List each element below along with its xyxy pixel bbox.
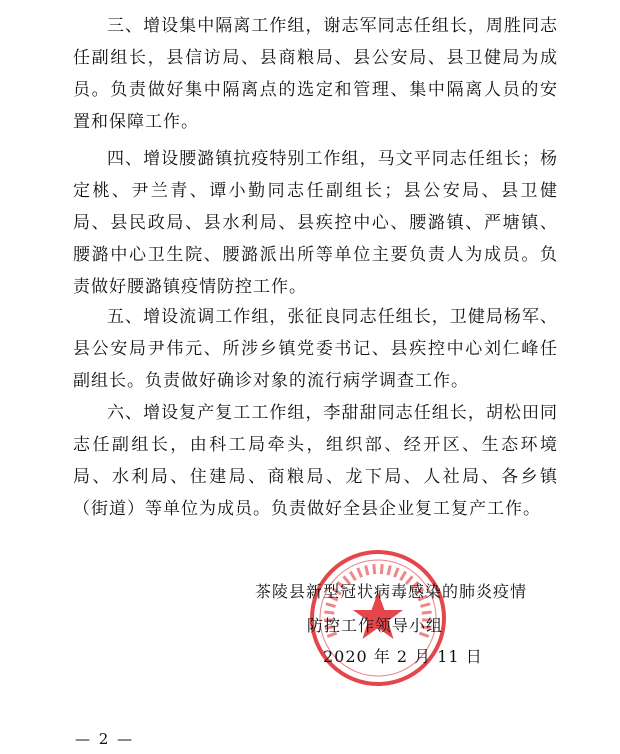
- paragraph-item-3: 三、增设集中隔离工作组，谢志军同志任组长，周胜同志任副组长，县信访局、县商粮局、县公安局、县卫健局为成员。负责做好集中隔离点的选定和管理、集中隔离人员的安置和保障工作。: [73, 16, 558, 132]
- page-number: — 2 —: [75, 730, 135, 748]
- seal-lettering-mark: [394, 568, 398, 577]
- seal-lettering-mark: [420, 604, 430, 607]
- seal-lettering-mark: [381, 564, 382, 574]
- paragraph-item-4: 四、增设腰潞镇抗疫特别工作组，马文平同志任组长；杨定桃、尹兰青、谭小勤同志任副组长；县公安局、县卫健局、县民政局、县水利局、县疾控中心、腰潞镇、严塘镇、腰潞中心卫生院、腰潞派出所等单位主要负责人为成员。负责做好腰潞镇疫情防控工作。: [73, 149, 558, 297]
- seal-lettering-mark: [388, 565, 390, 575]
- signature-organization-line2: 防控工作领导小组: [307, 616, 444, 635]
- signature-date: 2020 年 2 月 11 日: [323, 647, 483, 666]
- signature-organization-line1: 茶陵县新型冠状病毒感染的肺炎疫情: [255, 582, 528, 601]
- seal-lettering-mark: [326, 604, 336, 607]
- paragraph-item-5: 五、增设流调工作组，张征良同志任组长，卫健局杨军、县公安局尹伟元、所涉乡镇党委书记、县疾控中心刘仁峰任副组长。负责做好确诊对象的流行病学调查工作。: [73, 307, 558, 391]
- seal-lettering-mark: [358, 568, 362, 577]
- seal-lettering-mark: [374, 564, 375, 574]
- seal-lettering-mark: [366, 565, 368, 575]
- paragraph-item-6: 六、增设复产复工工作组，李甜甜同志任组长，胡松田同志任副组长，由科工局牵头，组织部、经开区、生态环境局、水利局、住建局、商粮局、龙下局、人社局、各乡镇（街道）等单位为成员。负责做好全县企业复工复产工作。: [73, 403, 558, 519]
